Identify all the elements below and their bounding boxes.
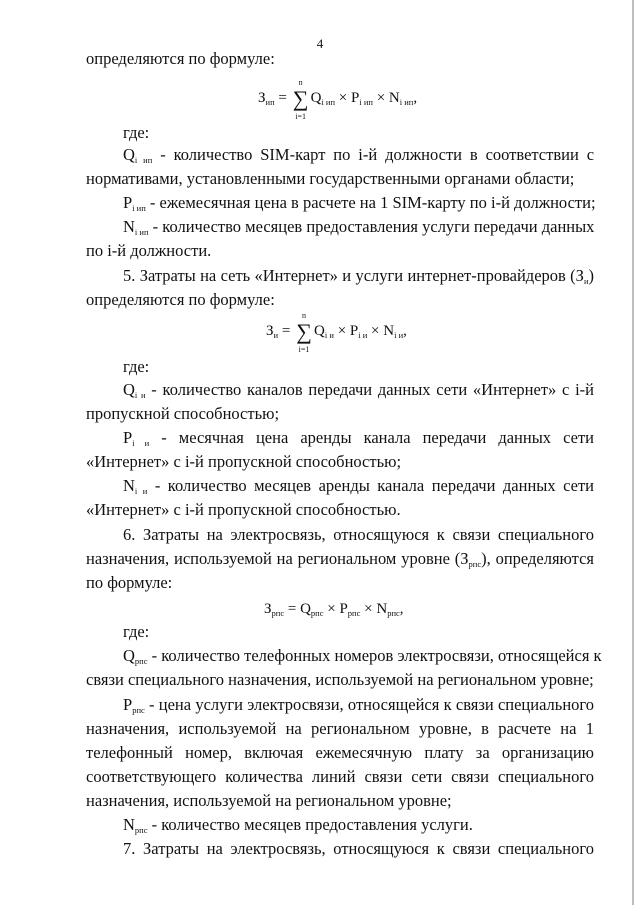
- text-line: где:: [123, 622, 150, 641]
- text-line: назначения, используемой на региональном уровне;: [86, 791, 452, 810]
- paragraph-line: 6. Затраты на электросвязь, относящуюся к связи специального: [123, 525, 594, 544]
- text-line: где:: [123, 123, 150, 142]
- paragraph-line: 7. Затраты на электросвязь, относящуюся к связи специального: [123, 839, 594, 858]
- text-line: где:: [123, 357, 150, 376]
- definition-line: $P_{рпс}$ - цена услуги электросвязи, относящейся к связи специального: [123, 695, 595, 715]
- paragraph-line: 5. Затраты на сеть «Интернет» и услуги интернет-провайдеров $(З_и)$: [123, 266, 594, 286]
- text-line: «Интернет» с i-й пропускной способностью.: [86, 500, 401, 519]
- definition-line: $N_{рпс}$ - количество месяцев предоставления услуги.: [123, 815, 473, 835]
- definition-line: $N_{i ип}$ - количество месяцев предоставления услуги передачи данных: [123, 217, 595, 237]
- definition-line: $Q_{i ип}$ - количество SIM-карт по i-й должности в соответствии с: [123, 145, 595, 165]
- text-line: пропускной способностью;: [86, 404, 280, 423]
- text-line: определяются по формуле:: [86, 290, 275, 309]
- text-line: по i-й должности.: [86, 241, 212, 260]
- text-line: «Интернет» с i-й пропускной способностью;: [86, 452, 402, 471]
- definition-line: $P_{i ип}$ - ежемесячная цена в расчете на 1 SIM-карту по i-й должности;: [123, 193, 596, 213]
- text-line: соответствующего количества линий связи сети связи специального: [86, 767, 594, 786]
- text-line: по формуле:: [86, 573, 173, 592]
- page-edge-shadow: [632, 0, 634, 905]
- formula-special-comm: $З_{рпс} = Q_{рпс} \times P_{рпс} \times N_{рпс}$,: [264, 601, 404, 618]
- text-line: телефонный номер, включая ежемесячную плату за организацию: [86, 743, 594, 762]
- page-number: 4: [316, 36, 324, 51]
- formula-internet: $З_и$ = n ∑ i=1 $Q_{i и} \times P_{i и} \times N_{i и}$,: [266, 310, 407, 354]
- text-line: связи специального назначения, используемой на региональном уровне;: [86, 670, 594, 689]
- sum-symbol: n ∑ i=1: [292, 77, 309, 121]
- sum-symbol: n ∑ i=1: [296, 310, 312, 354]
- text-line: назначения, используемой на региональном уровне, в расчете на 1: [86, 719, 594, 738]
- text-line: определяются по формуле:: [86, 49, 275, 68]
- definition-line: $Q_{i и}$ - количество каналов передачи данных сети «Интернет» с i-й: [123, 380, 594, 400]
- definition-line: $P_{i и}$ - месячная цена аренды канала передачи данных сети: [123, 428, 594, 448]
- definition-line: $Q_{рпс}$ - количество телефонных номеров электросвязи, относящейся к: [123, 646, 602, 666]
- definition-line: $N_{i и}$ - количество месяцев аренды канала передачи данных сети: [123, 476, 594, 496]
- formula-data-transfer: $З_{ип}$ = n ∑ i=1 $Q_{i ип} \times P_{i ип} \times N_{i ип}$,: [258, 77, 418, 121]
- text-line: нормативами, установленными государственными органами области;: [86, 169, 575, 188]
- paragraph-line: назначения, используемой на региональном уровне $(З_{рпс})$, определяются: [86, 549, 594, 569]
